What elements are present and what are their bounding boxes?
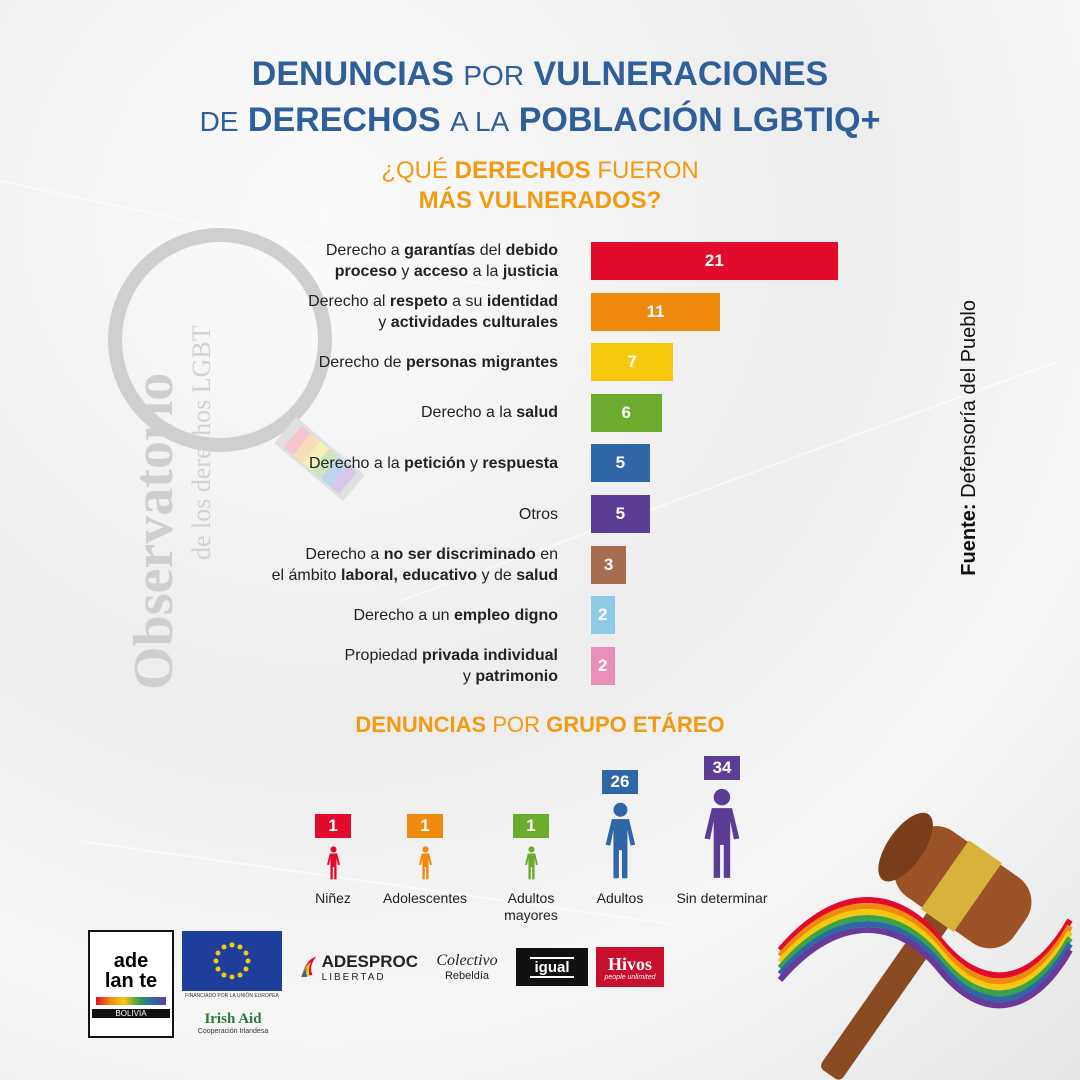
age-category-label: Adultos mayores	[504, 890, 558, 923]
adelante-logo: ade lan te BOLIVIA	[88, 930, 174, 1038]
igual-logo: igual	[516, 948, 588, 986]
person-icon	[601, 802, 640, 880]
age-category-label: Niñez	[315, 890, 351, 906]
title-word: VULNERACIONES	[533, 55, 829, 93]
colectivo-rebeldia-logo: Colectivo Rebeldía	[436, 952, 498, 982]
bar-value-label: 7	[627, 352, 637, 372]
age-value-label: 1	[513, 814, 549, 838]
bar-category-label: Derecho a no ser discriminado en el ámbito laboral, educativo y de salud	[271, 545, 558, 584]
person-icon	[325, 846, 342, 880]
title-word: POBLACIÓN LGBTIQ+	[518, 101, 881, 139]
age-category-label: Adolescentes	[382, 890, 468, 906]
age-group	[370, 814, 480, 906]
gavel-illustration	[770, 800, 1080, 1080]
bar-value-label: 2	[598, 605, 608, 625]
bar	[591, 596, 615, 634]
bird-icon	[298, 947, 318, 987]
bar-category-label: Derecho a garantías del debido proceso y acceso a la justicia	[325, 242, 558, 280]
age-group	[667, 756, 777, 906]
eu-logo: FINANCIADO POR LA UNIÓN EUROPEA	[182, 930, 282, 1000]
age-category-label: Adultos	[596, 890, 644, 906]
bar	[591, 343, 673, 381]
bar	[591, 444, 650, 482]
irish-aid-logo: Irish Aid Cooperación Irlandesa	[197, 1011, 269, 1035]
bar-category-label: Propiedad privada individual y patrimonio	[344, 646, 558, 685]
eu-flag-icon	[182, 931, 282, 991]
bar	[591, 546, 626, 584]
age-value-label: 1	[407, 814, 443, 838]
bar-category-label: Derecho al respeto a su identidad y actividades culturales	[308, 292, 558, 331]
bar	[591, 394, 662, 432]
bar-category-label: Derecho a un empleo digno	[353, 606, 558, 624]
age-value-label: 26	[602, 770, 638, 794]
bar	[591, 242, 838, 280]
title-word: A LA	[450, 106, 510, 137]
person-icon	[699, 788, 745, 880]
bar-category-label: Derecho de personas migrantes	[318, 353, 558, 371]
title-word: DE	[199, 106, 239, 137]
age-chart-title: DENUNCIAS POR GRUPO ETÁREO	[355, 712, 725, 737]
hivos-logo: Hivos people unlimited	[596, 947, 664, 987]
bar-value-label: 2	[598, 655, 608, 675]
age-value-label: 1	[315, 814, 351, 838]
bar	[591, 647, 615, 685]
person-icon	[417, 846, 434, 880]
bar-value-label: 6	[621, 402, 631, 422]
age-value-label: 34	[704, 756, 740, 780]
person-icon	[523, 846, 540, 880]
age-category-label: Sin determinar	[676, 890, 768, 906]
bar-value-label: 5	[615, 453, 626, 473]
title-word: POR	[463, 60, 525, 91]
bar-value-label: 11	[646, 301, 665, 321]
bar-value-label: 3	[603, 554, 614, 574]
bar-category-label: Derecho a la salud	[421, 404, 558, 422]
bar	[591, 293, 720, 331]
bar-category-label: Derecho a la petición y respuesta	[308, 454, 558, 472]
title-word: DERECHOS	[247, 101, 441, 139]
bar-category-label: Otros	[518, 505, 558, 523]
watermark-title: Observatorio	[123, 372, 185, 690]
age-group	[565, 770, 675, 906]
title-word: DENUNCIAS	[251, 55, 454, 93]
bar	[591, 495, 650, 533]
bar-value-label: 5	[615, 504, 626, 523]
chart-subtitle: ¿QUÉ DERECHOS FUERON MÁS VULNERADOS?	[381, 157, 699, 214]
watermark-subtitle: de los derechos LGBT	[187, 325, 216, 560]
bar-value-label: 21	[704, 251, 724, 270]
adesproc-logo: ADESPROC LIBERTAD	[298, 944, 418, 990]
